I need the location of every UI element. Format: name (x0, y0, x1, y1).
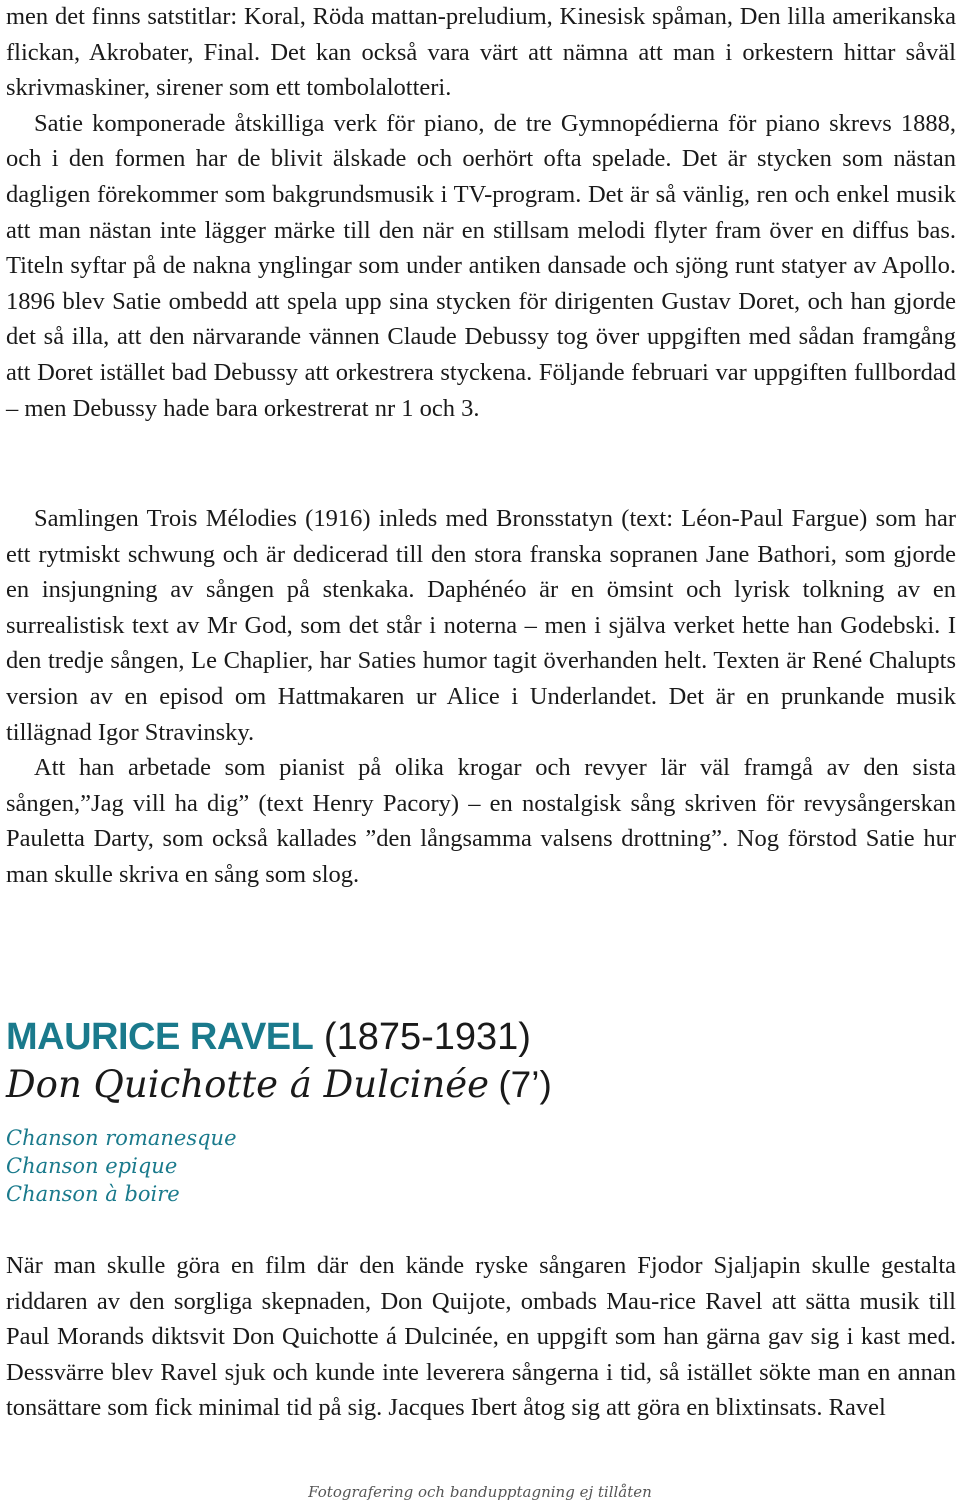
body-paragraph: Samlingen Trois Mélodies (1916) inleds med Bronsstatyn (text: Léon-Paul Fargue) som har ett rytmiskt schwung och är dedicerad till den stora franska sopranen Jane Bathori, som gjorde en insjungning av sången på stenkaka. Daphénéo är en ömsint och lyrisk tolkning av en surrealistisk text av Mr God, som det står i noterna – men i själva verket hette han Godebski. I den tredje sången, Le Chaplier, har Saties humor tagit överhanden helt. Texten är René Chalupts version av en episod om Hattmakaren ur Alice i Underlandet. Det är en prunkande musik tillägnad Igor Stravinsky. (6, 505, 956, 746)
movement-list (6, 1124, 606, 1208)
ravel-text-section (6, 1248, 956, 1426)
composer-heading (6, 1014, 946, 1060)
movement-item: Chanson romanesque (6, 1126, 237, 1150)
movement-item: Chanson epique (6, 1154, 178, 1178)
body-paragraph: men det finns satstitlar: Koral, Röda mattan-preludium, Kinesisk spåman, Den lilla amerikanska flickan, Akrobater, Final. Det kan också vara värt att nämna att man i orkestern hittar såväl skrivmaskiner, sirener som ett tombolalotteri. (6, 3, 956, 102)
composer-years: (1875-1931) (323, 1016, 531, 1058)
body-paragraph: Att han arbetade som pianist på olika krogar och revyer lär väl framgå av den sista sången,”Jag vill ha dig” (text Henry Pacory) – en nostalgisk sång skriven för revysångerskan Pauletta Darty, som också kallades ”den långsamma valsens drottning”. Nog förstod Satie hur man skulle skriva en sång som slog. (6, 754, 956, 888)
composer-name: MAURICE RAVEL (6, 1016, 314, 1058)
work-heading (6, 1062, 946, 1109)
body-paragraph: Satie komponerade åtskilliga verk för piano, de tre Gymnopédierna för piano skrevs 1888, och i den formen har de blivit älskade och oerhört ofta spelade. Det är stycken som nästan dagligen förekommer som bakgrundsmusik i TV-program. Det är så vänlig, ren och enkel musik att man nästan inte lägger märke till den när en stillsam melodi flyter fram över en diffus bas. Titeln syftar på de nakna ynglingar som under antiken dansade och sjöng runt statyer av Apollo. 1896 blev Satie ombedd att spela upp sina stycken för dirigenten Gustav Doret, och han gjorde det så illa, att den närvarande vännen Claude Debussy tog över uppgiften med sådan framgång att Doret istället bad Debussy att orkestrera styckena. Följande februari var uppgiften fullbordad – men Debussy hade bara orkestrerat nr 1 och 3. (6, 109, 956, 422)
satie-text-section (6, 0, 956, 426)
movement-item: Chanson à boire (6, 1182, 180, 1206)
footer-notice: Fotografering och bandupptagning ej tillåten (308, 1483, 652, 1501)
work-duration: (7’) (498, 1064, 552, 1105)
melodies-text-section (6, 501, 956, 893)
work-title: Don Quichotte á Dulcinée (6, 1063, 490, 1106)
body-paragraph: När man skulle göra en film där den kände ryske sångaren Fjodor Sjaljapin skulle gestalta riddaren av den sorgliga skepnaden, Don Quijote, ombads Mau-rice Ravel att sätta musik till Paul Morands diktsvit Don Quichotte á Dulcinée, en uppgift som han gärna gav sig i kast med. Dessvärre blev Ravel sjuk och kunde inte leverera sångerna i tid, så istället sökte man en annan tonsättare som fick minimal tid på sig. Jacques Ibert åtog sig att göra en blixtinsats. Ravel (6, 1252, 956, 1422)
